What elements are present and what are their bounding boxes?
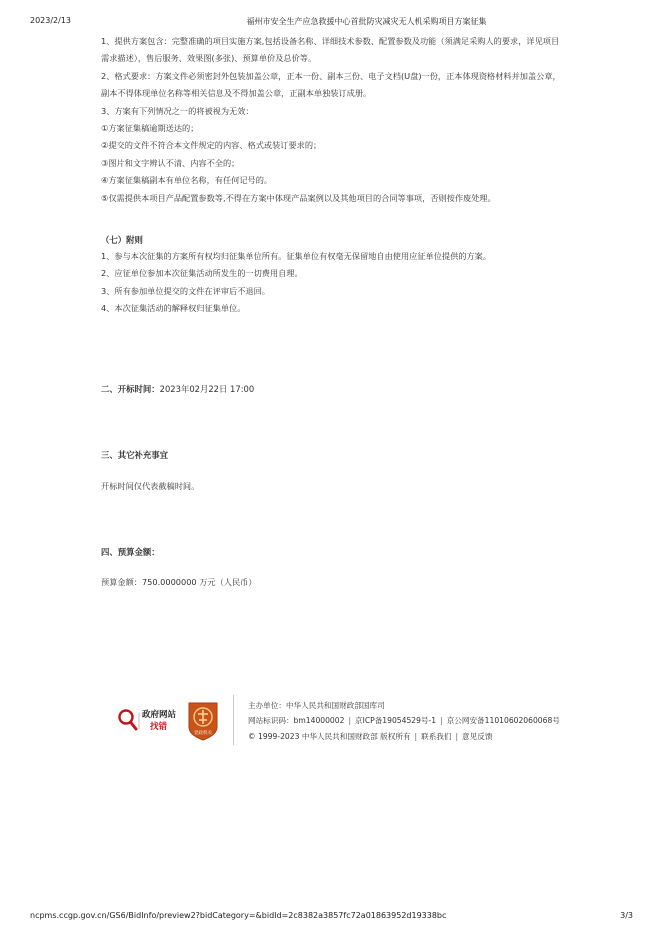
footer-site-id: 网站标识码：bm14000002 xyxy=(248,716,345,725)
footer-host: 主办单位：中华人民共和国财政部国库司 xyxy=(248,701,385,710)
badge-text: 党政机关 xyxy=(194,731,212,736)
requirement-item: 3、方案有下列情况之一的将被视为无效： xyxy=(101,105,254,116)
print-date: 2023/2/13 xyxy=(30,16,72,25)
requirement-item: ③图片和文字辨认不清、内容不全的； xyxy=(101,157,240,168)
footer-icp-link[interactable]: 京ICP备19054529号-1 xyxy=(355,716,437,725)
footer-separator: | xyxy=(455,732,459,741)
budget-heading: 四、预算金额： xyxy=(101,547,160,557)
feedback-link[interactable]: 意见反馈 xyxy=(462,732,493,741)
footer-separator: | xyxy=(348,716,351,725)
gov-website-error-report-logo[interactable] xyxy=(117,705,177,735)
logo-text-primary: 政府网站 xyxy=(142,710,177,720)
appendix-item: 2、应征单位参加本次征集活动所发生的一切费用自理。 xyxy=(101,268,303,279)
opening-time-label: 二、开标时间： xyxy=(101,384,160,394)
footer-separator: | xyxy=(414,732,418,741)
appendix-block xyxy=(101,248,561,318)
appendix-item: 3、所有参加单位提交的文件在评审后不退回。 xyxy=(101,285,270,296)
appendix-item: 4、本次征集活动的解释权归征集单位。 xyxy=(101,303,246,314)
contact-us-link[interactable]: 联系我们 xyxy=(421,732,452,741)
footer-copyright-row xyxy=(248,731,492,742)
opening-time-value: 2023年02月22日 17:00 xyxy=(159,384,255,394)
party-gov-badge[interactable] xyxy=(187,701,219,741)
budget-text: 预算金额：750.0000000 万元（人民币） xyxy=(101,577,257,587)
opening-time xyxy=(101,383,254,395)
footer-divider xyxy=(233,695,234,745)
requirement-item: 1、提供方案包含：完整准确的项目实施方案,包括设备名称、详细技术参数、配置参数及功能（须满足采购人的要求，详见项目需求描述），售后服务、效果图(多张)、预算单价及总价等。 xyxy=(101,36,560,64)
requirements-block xyxy=(101,33,561,207)
other-text: 开标时间仅代表截稿时间。 xyxy=(101,481,200,491)
requirement-item: 2、格式要求：方案文件必须密封外包装加盖公章，正本一份、副本三份、电子文档(U盘)一份，正本体现资格材料并加盖公章，副本不得体现单位名称等相关信息及不得加盖公章，正副本单独装订成册。 xyxy=(101,70,561,99)
footer-copyright: © 1999-2023 中华人民共和国财政部 版权所有 xyxy=(248,732,411,741)
requirement-item: ①方案征集稿逾期送达的； xyxy=(101,123,199,134)
page-title: 福州市安全生产应急救援中心首批防灾减灾无人机采购项目方案征集 xyxy=(246,17,487,26)
footer-separator: | xyxy=(440,716,443,725)
other-heading: 三、其它补充事宜 xyxy=(101,450,168,460)
footer-police-link[interactable]: 京公网安备11010602060068号 xyxy=(446,716,560,725)
logo-text-secondary: 找错 xyxy=(150,722,168,732)
requirement-item: ④方案征集稿副本有单位名称，有任何记号的。 xyxy=(101,175,273,186)
footer-registration xyxy=(248,715,560,726)
page-number: 3/3 xyxy=(620,911,633,920)
requirement-item: ⑤仅需提供本项目产品配置参数等,不得在方案中体现产品案例以及其他项目的合同等事项，否则按作废处理。 xyxy=(101,192,496,203)
requirement-item: ②提交的文件不符合本文件规定的内容、格式或装订要求的； xyxy=(101,140,322,151)
page-url: ncpms.ccgp.gov.cn/GS6/BidInfo/preview2?bidCategory=&bidId=2c8382a3857fc72a01863952d19338bc xyxy=(30,911,447,920)
appendix-item: 1、参与本次征集的方案所有权均归征集单位所有。征集单位有权毫无保留地自由使用应征单位提供的方案。 xyxy=(101,251,492,261)
appendix-heading: （七）附则 xyxy=(101,235,143,245)
